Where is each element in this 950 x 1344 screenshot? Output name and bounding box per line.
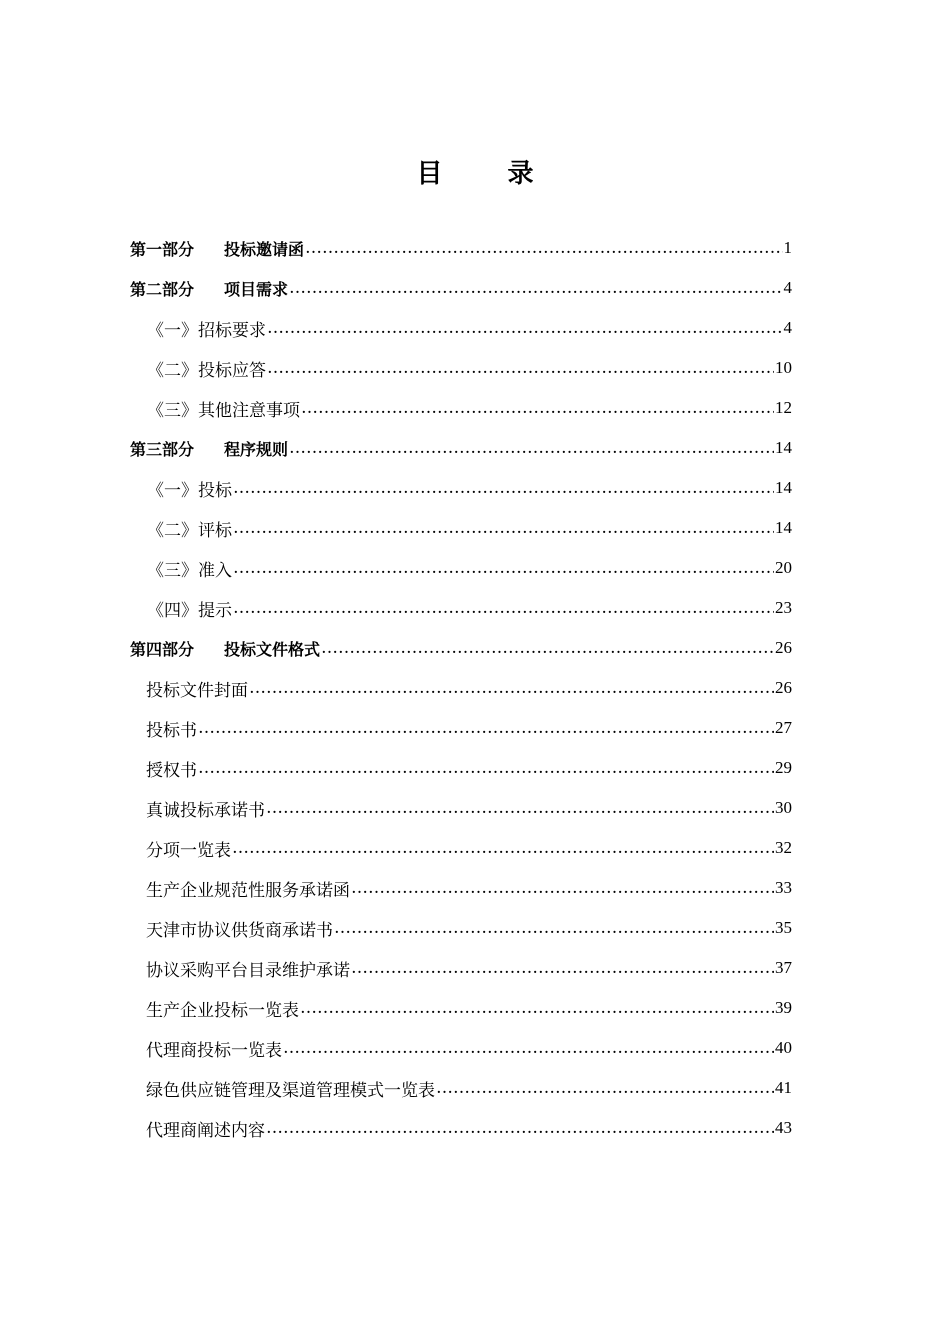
toc-entry-label: 《二》投标应答 (147, 360, 266, 381)
toc-entry[interactable] (130, 908, 792, 948)
toc-entry[interactable] (130, 308, 792, 348)
toc-dot-leader (198, 719, 774, 737)
toc-page-number: 33 (775, 878, 792, 897)
toc-entry-label: 《一》招标要求 (147, 320, 266, 341)
toc-entry-label: 授权书 (146, 760, 197, 781)
toc-entry[interactable] (130, 868, 792, 908)
toc-dot-leader (289, 439, 774, 457)
toc-entry-label: 《二》评标 (147, 520, 232, 541)
toc-entry[interactable] (130, 1068, 792, 1108)
toc-dot-leader (249, 679, 774, 697)
toc-entry-label: 分项一览表 (146, 840, 231, 861)
toc-entry-label: 生产企业规范性服务承诺函 (146, 880, 350, 901)
toc-page-number: 43 (775, 1118, 792, 1137)
toc-dot-leader (301, 399, 774, 417)
toc-entry[interactable] (130, 428, 792, 468)
toc-entry-label: 天津市协议供货商承诺书 (146, 920, 333, 941)
toc-page-number: 39 (775, 998, 792, 1017)
toc-dot-leader (232, 839, 774, 857)
toc-entry-label: 《三》准入 (147, 560, 232, 581)
toc-entry[interactable] (130, 788, 792, 828)
toc-dot-leader (233, 479, 774, 497)
toc-page-number: 37 (775, 958, 792, 977)
toc-page-number: 32 (775, 838, 792, 857)
toc-entry-label: 代理商投标一览表 (146, 1040, 282, 1061)
toc-dot-leader (283, 1039, 774, 1057)
toc-entry[interactable] (130, 988, 792, 1028)
toc-entry[interactable] (130, 1108, 792, 1148)
toc-entry[interactable] (130, 708, 792, 748)
toc-entry-label (130, 437, 288, 460)
toc-dot-leader (351, 879, 774, 897)
toc-entry-label: 《三》其他注意事项 (147, 400, 300, 421)
toc-page-number: 41 (775, 1078, 792, 1097)
toc-entry-label: 真诚投标承诺书 (146, 800, 265, 821)
toc-page-number: 29 (775, 758, 792, 777)
toc-entry-label (130, 237, 304, 260)
toc-entry[interactable] (130, 588, 792, 628)
toc-list (130, 228, 792, 1148)
toc-page-number: 4 (783, 278, 792, 297)
toc-dot-leader (334, 919, 774, 937)
toc-entry[interactable] (130, 388, 792, 428)
toc-entry[interactable] (130, 548, 792, 588)
toc-page-number: 27 (775, 718, 792, 737)
toc-dot-leader (233, 559, 774, 577)
toc-page-number: 14 (775, 478, 792, 497)
toc-entry-label: 代理商阐述内容 (146, 1120, 265, 1141)
toc-entry-label: 投标文件封面 (146, 680, 248, 701)
toc-entry[interactable] (130, 668, 792, 708)
toc-entry-label: 投标书 (146, 720, 197, 741)
toc-dot-leader (351, 959, 774, 977)
toc-dot-leader (300, 999, 774, 1017)
toc-page-number: 26 (775, 678, 792, 697)
toc-page-number: 14 (775, 438, 792, 457)
toc-entry-label (130, 637, 320, 660)
toc-entry[interactable] (130, 748, 792, 788)
toc-dot-leader (266, 799, 774, 817)
toc-dot-leader (266, 1119, 774, 1137)
toc-entry-label: 《四》提示 (147, 600, 232, 621)
toc-entry[interactable] (130, 1028, 792, 1068)
toc-dot-leader (305, 239, 782, 257)
toc-entry[interactable] (130, 268, 792, 308)
toc-part-name: 项目需求 (224, 279, 289, 299)
toc-entry-label (130, 277, 288, 300)
toc-entry[interactable] (130, 948, 792, 988)
toc-dot-leader (289, 279, 782, 297)
toc-page-number: 35 (775, 918, 792, 937)
toc-part-number: 第三部分 (130, 439, 195, 459)
toc-entry[interactable] (130, 508, 792, 548)
toc-part-number: 第一部分 (130, 239, 195, 259)
toc-entry[interactable] (130, 468, 792, 508)
toc-page-number: 20 (775, 558, 792, 577)
toc-page-number: 12 (775, 398, 792, 417)
toc-page-number: 40 (775, 1038, 792, 1057)
toc-dot-leader (233, 599, 774, 617)
toc-title: 目 录 (416, 159, 562, 189)
toc-dot-leader (321, 639, 774, 657)
toc-part-number: 第四部分 (130, 639, 195, 659)
toc-page-number: 14 (775, 518, 792, 537)
toc-entry-label: 《一》投标 (147, 480, 232, 501)
toc-entry-label: 协议采购平台目录维护承诺 (146, 960, 350, 981)
toc-page-number: 30 (775, 798, 792, 817)
toc-page-number: 1 (783, 238, 792, 257)
toc-page-number: 4 (783, 318, 792, 337)
toc-part-name: 投标文件格式 (224, 639, 321, 659)
toc-dot-leader (267, 319, 783, 337)
toc-part-name: 投标邀请函 (224, 239, 305, 259)
toc-page-number: 10 (775, 358, 792, 377)
toc-page-number: 23 (775, 598, 792, 617)
toc-dot-leader (233, 519, 774, 537)
toc-dot-leader (436, 1079, 774, 1097)
toc-entry-label: 绿色供应链管理及渠道管理模式一览表 (146, 1080, 435, 1101)
toc-entry[interactable] (130, 228, 792, 268)
toc-part-number: 第二部分 (130, 279, 195, 299)
toc-entry-label: 生产企业投标一览表 (146, 1000, 299, 1021)
toc-entry[interactable] (130, 828, 792, 868)
toc-dot-leader (198, 759, 774, 777)
toc-dot-leader (267, 359, 774, 377)
toc-entry[interactable] (130, 348, 792, 388)
toc-part-name: 程序规则 (224, 439, 289, 459)
toc-page-number: 26 (775, 638, 792, 657)
toc-entry[interactable] (130, 628, 792, 668)
